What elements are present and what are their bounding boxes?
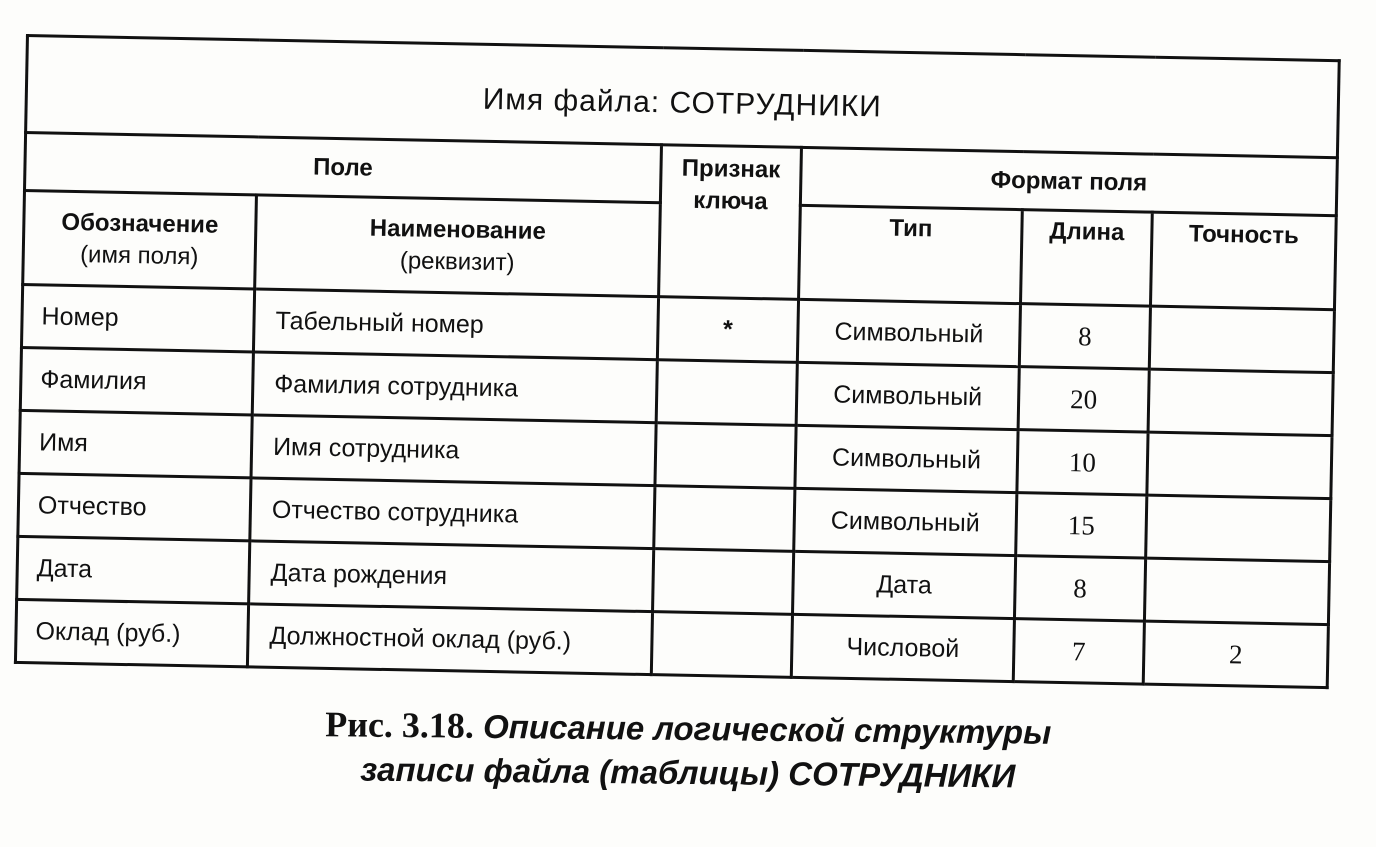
cell-name: Имя сотрудника bbox=[251, 415, 656, 486]
record-structure-table-wrap bbox=[14, 34, 1338, 689]
cell-key-sign: * bbox=[657, 297, 798, 363]
cell-precision bbox=[1144, 558, 1329, 625]
header-designation-sub: (имя поля) bbox=[79, 240, 199, 270]
cell-type: Дата bbox=[793, 551, 1016, 618]
cell-key-sign bbox=[655, 423, 796, 489]
cell-designation: Номер bbox=[21, 284, 254, 351]
cell-length: 8 bbox=[1019, 304, 1150, 369]
figure-number: Рис. 3.18. bbox=[325, 704, 475, 746]
cell-designation: Имя bbox=[19, 410, 252, 477]
cell-name: Фамилия сотрудника bbox=[252, 352, 657, 423]
cell-precision bbox=[1147, 432, 1332, 499]
header-length: Длина bbox=[1021, 210, 1153, 306]
cell-length: 15 bbox=[1016, 493, 1147, 558]
cell-designation: Дата bbox=[17, 536, 250, 603]
cell-name: Табельный номер bbox=[253, 289, 658, 360]
cell-key-sign bbox=[653, 549, 794, 615]
header-name-sub: (реквизит) bbox=[399, 246, 515, 276]
cell-type: Символьный bbox=[797, 299, 1020, 366]
table-title: Имя файла: СОТРУДНИКИ bbox=[26, 36, 1340, 158]
header-designation bbox=[23, 190, 257, 288]
header-designation-label: Обозначение bbox=[61, 208, 219, 239]
header-name bbox=[255, 195, 661, 297]
header-type: Тип bbox=[799, 205, 1023, 303]
cell-name: Отчество сотрудника bbox=[250, 478, 655, 549]
cell-length: 20 bbox=[1018, 367, 1149, 432]
cell-precision bbox=[1149, 306, 1334, 373]
header-precision: Точность bbox=[1150, 212, 1336, 310]
cell-type: Символьный bbox=[795, 425, 1018, 492]
cell-type: Числовой bbox=[791, 614, 1014, 681]
cell-key-sign bbox=[654, 486, 795, 552]
header-key-sign: Признак ключа bbox=[659, 145, 802, 300]
cell-precision bbox=[1148, 369, 1333, 436]
cell-designation: Фамилия bbox=[20, 347, 253, 414]
record-structure-table bbox=[14, 34, 1341, 689]
figure-caption bbox=[0, 699, 1376, 802]
caption-text-line-2: записи файла (таблицы) СОТРУДНИКИ bbox=[360, 750, 1016, 795]
cell-name: Дата рождения bbox=[249, 541, 654, 612]
cell-length: 8 bbox=[1014, 556, 1145, 621]
cell-key-sign bbox=[651, 612, 792, 678]
header-format-group: Формат поля bbox=[800, 147, 1337, 215]
caption-text-line-1: Описание логической структуры bbox=[482, 707, 1052, 751]
cell-length: 7 bbox=[1013, 619, 1144, 684]
cell-name: Должностной оклад (руб.) bbox=[247, 604, 652, 675]
header-field-group: Поле bbox=[24, 133, 661, 203]
cell-designation: Отчество bbox=[18, 473, 251, 540]
cell-key-sign bbox=[656, 360, 797, 426]
cell-type: Символьный bbox=[796, 362, 1019, 429]
cell-type: Символьный bbox=[794, 488, 1017, 555]
cell-designation: Оклад (руб.) bbox=[15, 599, 248, 666]
cell-length: 10 bbox=[1017, 430, 1148, 495]
cell-precision: 2 bbox=[1143, 621, 1328, 688]
cell-precision bbox=[1146, 495, 1331, 562]
header-name-label: Наименование bbox=[369, 214, 547, 245]
